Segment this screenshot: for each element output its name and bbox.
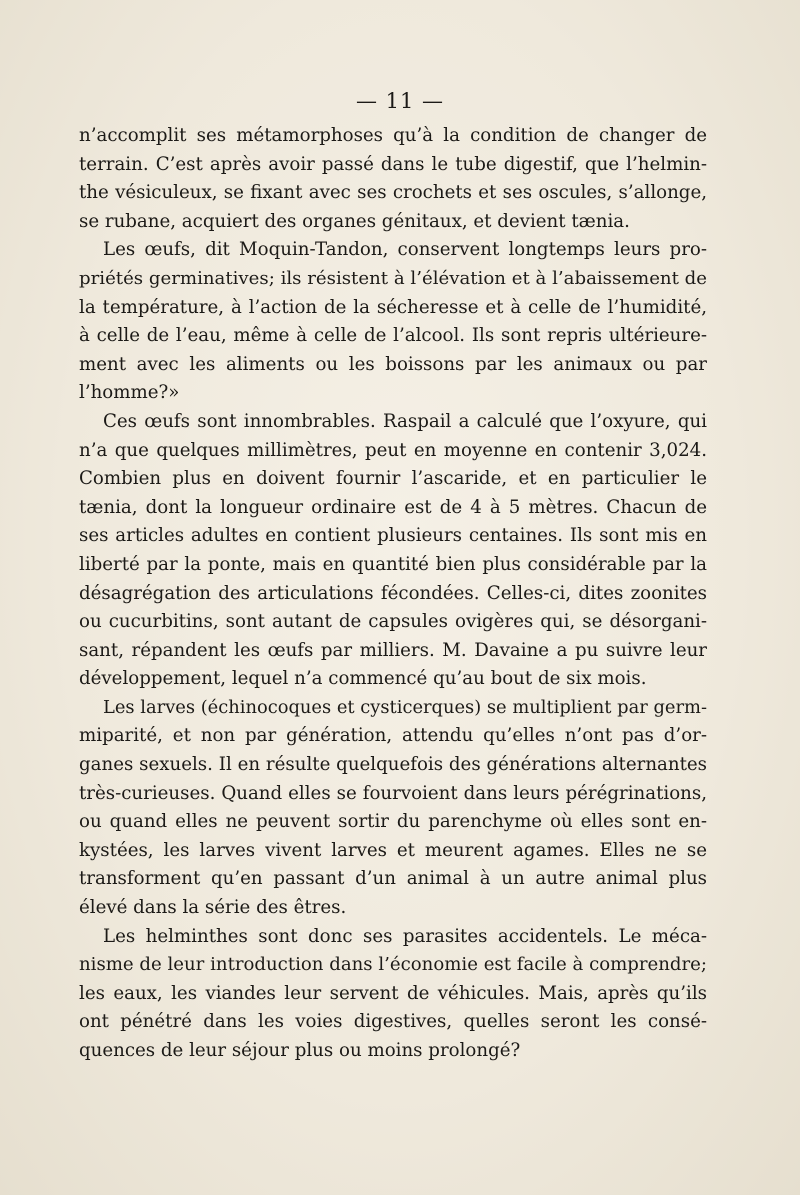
text-line: Combien plus en doivent fournir l’ascaride, et en particulier le [79, 468, 707, 490]
text-line: ou cucurbitins, sont autant de capsules ovigères qui, se désorgani- [79, 611, 707, 633]
text-line: se rubane, acquiert des organes génitaux, et devient tænia. [79, 210, 630, 232]
paragraph-5 [79, 923, 707, 1066]
text-line: Ces œufs sont innombrables. Raspail a calculé que l’oxyure, qui [103, 410, 707, 432]
paragraph-2 [79, 236, 707, 408]
text-line: l’homme?» [79, 382, 180, 404]
text-line: sant, répandent les œufs par milliers. M. Davaine a pu suivre leur [79, 639, 707, 661]
text-line: ganes sexuels. Il en résulte quelquefois des générations alternantes [79, 754, 707, 776]
paragraph-1 [79, 122, 707, 236]
text-line: Les larves (échinocoques et cysticerques) se multiplient par germ- [103, 696, 707, 718]
text-line: tænia, dont la longueur ordinaire est de 4 à 5 mètres. Chacun de [79, 496, 707, 518]
text-line: ses articles adultes en contient plusieurs centaines. Ils sont mis en [79, 525, 707, 547]
text-line: élevé dans la série des êtres. [79, 897, 347, 919]
text-line: développement, lequel n’a commencé qu’au bout de six mois. [79, 668, 647, 690]
page-number: — 11 — [355, 89, 445, 113]
text-line: quences de leur séjour plus ou moins prolongé? [79, 1040, 521, 1061]
text-line: Les helminthes sont donc ses parasites accidentels. Le méca- [103, 925, 707, 947]
text-line: transforment qu’en passant d’un animal à un autre animal plus [79, 868, 707, 890]
paragraph-4 [79, 694, 707, 923]
text-line: kystées, les larves vivent larves et meurent agames. Elles ne se [79, 839, 707, 861]
text-line: ment avec les aliments ou les boissons par les animaux ou par [79, 353, 707, 375]
text-line: très-curieuses. Quand elles se fourvoient dans leurs pérégrinations, [79, 782, 707, 804]
text-line: priétés germinatives; ils résistent à l’élévation et à l’abaissement de [79, 267, 707, 289]
text-line: ont pénétré dans les voies digestives, quelles seront les consé- [79, 1011, 707, 1033]
text-line: à celle de l’eau, même à celle de l’alcool. Ils sont repris ultérieure- [79, 325, 707, 347]
text-line: désagrégation des articulations fécondées. Celles-ci, dites zoonites [79, 582, 707, 604]
text-line: les eaux, les viandes leur servent de véhicules. Mais, après qu’ils [79, 982, 707, 1004]
text-line: terrain. C’est après avoir passé dans le tube digestif, que l’helmin- [79, 153, 707, 175]
text-line: n’a que quelques millimètres, peut en moyenne en contenir 3,024. [79, 439, 707, 461]
text-line: ou quand elles ne peuvent sortir du parenchyme où elles sont en- [79, 811, 707, 833]
text-line: miparité, et non par génération, attendu qu’elles n’ont pas d’or- [79, 725, 707, 747]
body-text [79, 122, 707, 1066]
text-line: la température, à l’action de la sécheresse et à celle de l’humidité, [79, 296, 707, 318]
paragraph-3 [79, 408, 707, 694]
text-line: n’accomplit ses métamorphoses qu’à la condition de changer de [79, 125, 707, 146]
text-line: nisme de leur introduction dans l’économie est facile à comprendre; [79, 954, 707, 976]
text-line: Les œufs, dit Moquin-Tandon, conservent longtemps leurs pro- [103, 239, 707, 261]
text-line: liberté par la ponte, mais en quantité bien plus considérable par la [79, 553, 707, 575]
text-line: the vésiculeux, se fixant avec ses crochets et ses oscules, s’allonge, [79, 182, 707, 204]
